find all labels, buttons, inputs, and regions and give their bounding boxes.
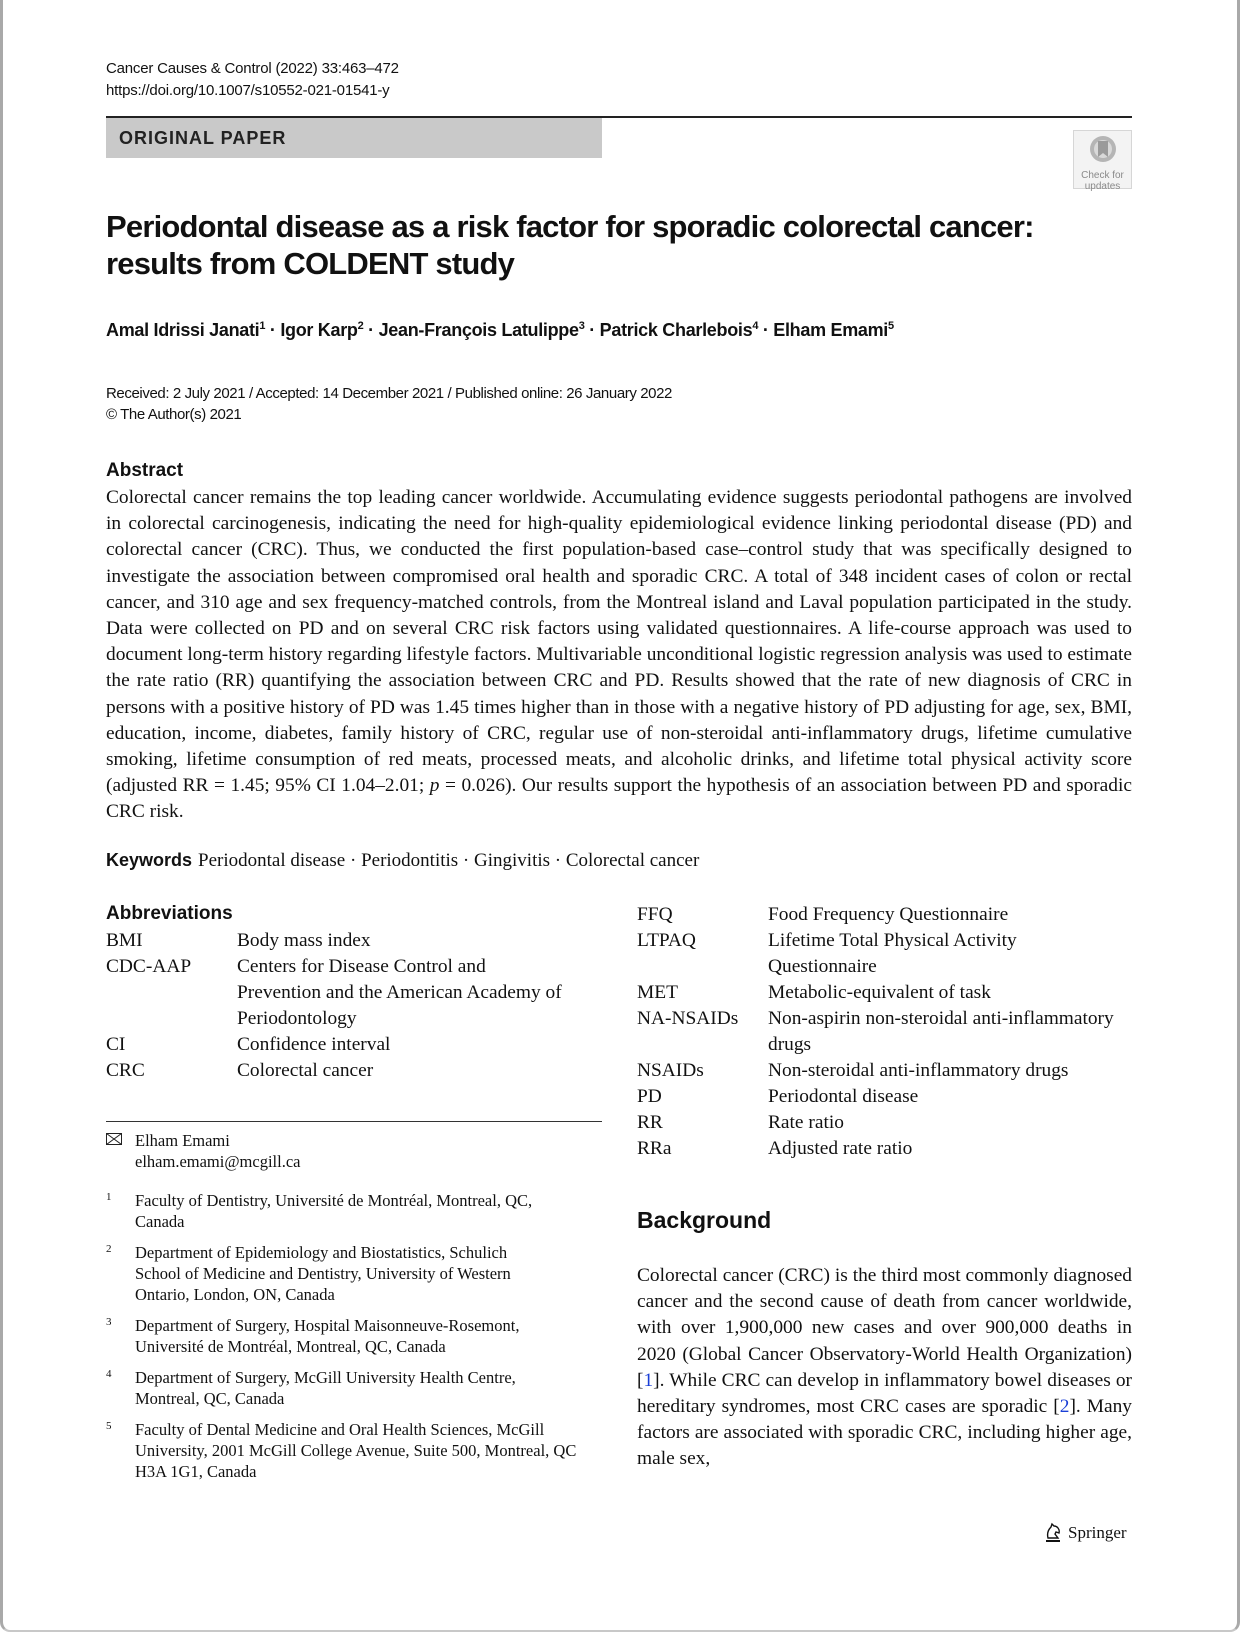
affiliation-text: Department of Surgery, McGill University Health Centre, Montreal, QC, Canada	[135, 1368, 516, 1408]
abbreviation-row	[637, 928, 1137, 980]
author-affil-marker: 3	[578, 320, 585, 332]
abbreviation-row	[637, 1136, 1137, 1162]
abbreviation-row	[106, 1058, 576, 1084]
abstract-heading: Abstract	[106, 460, 184, 481]
affiliation-text: Faculty of Dentistry, Université de Montréal, Montreal, QC, Canada	[135, 1191, 533, 1231]
affiliation-text: Department of Epidemiology and Biostatistics, Schulich School of Medicine and Dentistry, University of Western Ontario, London, ON, Canada	[135, 1243, 511, 1304]
abbreviation-term: CRC	[106, 1060, 145, 1081]
affiliation-item	[106, 1367, 555, 1409]
footnote-rule	[106, 1121, 602, 1122]
abbreviation-term: MET	[637, 982, 678, 1003]
abbreviation-definition: Periodontal disease	[768, 1086, 919, 1107]
abbreviation-term: RR	[637, 1112, 663, 1133]
publisher-logo	[1043, 1522, 1127, 1544]
abbreviation-row	[637, 902, 1137, 928]
abbreviation-definition: Colorectal cancer	[237, 1060, 374, 1081]
abbreviation-definition: Body mass index	[237, 930, 371, 951]
abbreviation-definition: Rate ratio	[768, 1112, 844, 1133]
abbreviation-term: PD	[637, 1086, 662, 1107]
copyright: © The Author(s) 2021	[106, 406, 242, 423]
citation-link-2[interactable]: 2	[1059, 1396, 1070, 1418]
abbreviation-row	[637, 1006, 1137, 1058]
abbreviation-definition: Non-steroidal anti-inflammatory drugs	[768, 1060, 1069, 1081]
citation-link-1[interactable]: 1	[643, 1369, 654, 1391]
abbreviation-term: BMI	[106, 930, 143, 951]
abbreviation-row	[637, 980, 1137, 1006]
affiliation-number: 2	[106, 1243, 112, 1255]
abbreviation-term: FFQ	[637, 904, 673, 925]
affiliation-number: 3	[106, 1316, 112, 1328]
abbreviation-definition: Adjusted rate ratio	[768, 1138, 913, 1159]
abbreviation-term: NA-NSAIDs	[637, 1008, 739, 1029]
abbreviation-row	[106, 928, 576, 954]
author-separator: ·	[363, 320, 379, 340]
check-for-updates-button[interactable]	[1073, 130, 1132, 192]
abbreviation-row	[637, 1084, 1137, 1110]
author-name[interactable]: Igor Karp	[280, 320, 358, 340]
abbreviation-row	[106, 954, 576, 1032]
p-value-symbol: p	[429, 775, 440, 797]
background-text-part-2: ]. While CRC can develop in inflammatory bowel diseases or hereditary syndromes, most CRC cases are sporadic [	[637, 1369, 1132, 1418]
background-text-part-3: ]. Many factors are associated with sporadic CRC, including higher age, male sex,	[637, 1396, 1132, 1470]
keywords	[106, 850, 699, 872]
envelope-icon	[106, 1133, 122, 1145]
abbreviation-definition: Centers for Disease Control and Prevention and the American Academy of Periodontology	[237, 956, 562, 1029]
abbreviation-row	[106, 1032, 576, 1058]
history-dates: Received: 2 July 2021 / Accepted: 14 December 2021 / Published online: 26 January 2022	[106, 385, 672, 402]
check-updates-label-1: Check for	[1081, 170, 1124, 181]
abbreviation-term: NSAIDs	[637, 1060, 704, 1081]
corresponding-email[interactable]: elham.emami@mcgill.ca	[135, 1152, 301, 1171]
affiliation-item	[106, 1419, 585, 1482]
abbreviation-definition: Food Frequency Questionnaire	[768, 904, 1009, 925]
abbreviations-right-column	[637, 902, 1137, 1162]
abbreviation-definition: Metabolic-equivalent of task	[768, 982, 991, 1003]
corresponding-name: Elham Emami	[135, 1131, 230, 1150]
author-name[interactable]: Elham Emami	[773, 320, 889, 340]
keywords-label: Keywords	[106, 850, 193, 870]
background-text	[637, 1263, 1132, 1473]
affiliation-text: Faculty of Dental Medicine and Oral Health Sciences, McGill University, 2001 McGill College Avenue, Suite 500, Montreal, QC H3A 1G1, Canada	[135, 1420, 577, 1481]
affiliations-list	[106, 1190, 606, 1492]
abbreviations-heading: Abbreviations	[106, 903, 233, 924]
abbreviation-definition: Lifetime Total Physical Activity Questionnaire	[768, 930, 1017, 977]
author-separator: ·	[265, 320, 281, 340]
author-separator: ·	[758, 320, 774, 340]
affiliation-text: Department of Surgery, Hospital Maisonneuve-Rosemont, Université de Montréal, Montreal, QC, Canada	[135, 1316, 520, 1356]
background-text-part-1: Colorectal cancer (CRC) is the third most commonly diagnosed cancer and the second cause of death from cancer worldwide, with over 1,900,000 new cases and over 900,000 deaths in 2020 (Global Cancer Observatory-World Health Organization) [	[637, 1265, 1132, 1391]
abstract-text-part-2: = 0.026). Our results support the hypothesis of an association between PD and sporadic CRC risk.	[106, 775, 1132, 823]
affiliation-item	[106, 1190, 575, 1232]
doi-link[interactable]: https://doi.org/10.1007/s10552-021-01541-y	[106, 82, 390, 99]
affiliation-number: 1	[106, 1191, 112, 1203]
abbreviation-term: LTPAQ	[637, 930, 696, 951]
publisher-name: Springer	[1068, 1523, 1127, 1542]
author-affil-marker: 2	[357, 320, 364, 332]
publication-dates	[106, 383, 672, 425]
abstract-text-part-1: Colorectal cancer remains the top leading cancer worldwide. Accumulating evidence suggests periodontal pathogens are involved in colorectal carcinogenesis, indicating the need for high-quality epidemiological evidence linking periodontal disease (PD) and colorectal cancer (CRC). Thus, we conducted the first population-based case–control study that was specifically designed to investigate the association between compromised oral health and sporadic CRC. A total of 348 incident cases of colon or rectal cancer, and 310 age and sex frequency-matched controls, from the Montreal island and Laval population participated in the study. Data were collected on PD and on several CRC risk factors using validated questionnaires. A life-course approach was used to document long-term history regarding lifestyle factors. Multivariable unconditional logistic regression analysis was used to estimate the rate ratio (RR) quantifying the association between CRC and PD. Results showed that the rate of new diagnosis of CRC in persons with a positive history of PD was 1.45 times higher than in those with a negative history of PD adjusting for age, sex, BMI, education, income, diabetes, family history of CRC, regular use of non-steroidal anti-inflammatory drugs, lifetime cumulative smoking, lifetime consumption of red meats, processed meats, and alcoholic drinks, and lifetime total physical activity score (adjusted RR = 1.45; 95% CI 1.04–2.01;	[106, 487, 1132, 797]
springer-knight-icon	[1043, 1522, 1063, 1544]
journal-citation: Cancer Causes & Control (2022) 33:463–472	[106, 60, 399, 77]
author-separator: ·	[584, 320, 600, 340]
abbreviation-row	[637, 1110, 1137, 1136]
check-updates-label-2: updates	[1084, 181, 1121, 192]
title-line-1: Periodontal disease as a risk factor for sporadic colorectal cancer:	[106, 209, 1034, 244]
abbreviations-left-column	[106, 928, 576, 1084]
abbreviation-definition: Confidence interval	[237, 1034, 391, 1055]
author-affil-marker: 4	[752, 320, 759, 332]
background-heading: Background	[637, 1207, 772, 1233]
keywords-text: Periodontal disease · Periodontitis · Gingivitis · Colorectal cancer	[198, 850, 700, 871]
corresponding-author	[106, 1130, 300, 1172]
title-line-2: results from COLDENT study	[106, 246, 515, 281]
affiliation-number: 5	[106, 1420, 112, 1432]
author-name[interactable]: Amal Idrissi Janati	[106, 320, 260, 340]
abstract-text	[106, 485, 1132, 826]
author-name[interactable]: Patrick Charlebois	[599, 320, 753, 340]
author-affil-marker: 1	[259, 320, 266, 332]
abbreviation-row	[637, 1058, 1137, 1084]
abbreviation-term: RRa	[637, 1138, 672, 1159]
check-updates-icon	[1086, 133, 1120, 165]
affiliation-number: 4	[106, 1368, 112, 1380]
author-list	[106, 320, 894, 341]
affiliation-item	[106, 1315, 575, 1357]
author-name[interactable]: Jean-François Latulippe	[378, 320, 579, 340]
abbreviation-term: CI	[106, 1034, 126, 1055]
article-type-banner: ORIGINAL PAPER	[106, 118, 602, 158]
abbreviation-definition: Non-aspirin non-steroidal anti-inflammatory drugs	[768, 1008, 1114, 1055]
affiliation-item	[106, 1242, 555, 1305]
article-title	[106, 208, 1106, 282]
author-affil-marker: 5	[888, 320, 894, 332]
abbreviation-term: CDC-AAP	[106, 956, 192, 977]
